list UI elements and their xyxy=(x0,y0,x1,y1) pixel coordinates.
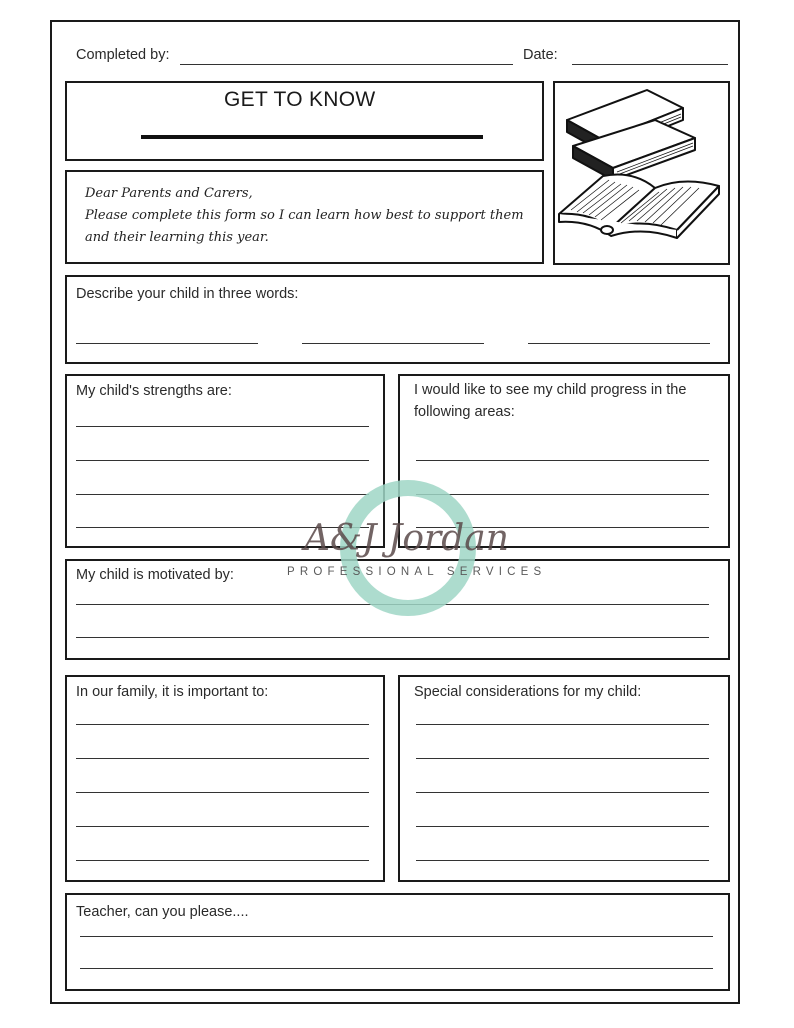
family-label: In our family, it is important to: xyxy=(76,684,269,700)
completed-by-label: Completed by: xyxy=(76,47,170,63)
strengths-line[interactable] xyxy=(76,494,369,495)
strengths-label: My child's strengths are: xyxy=(76,383,232,399)
special-line[interactable] xyxy=(416,792,709,793)
name-line[interactable] xyxy=(141,135,483,139)
word-2-field[interactable] xyxy=(302,343,484,344)
family-line[interactable] xyxy=(76,826,369,827)
word-1-field[interactable] xyxy=(76,343,258,344)
letter-line-2: Please complete this form so I can learn how best to support them xyxy=(85,208,524,223)
special-line[interactable] xyxy=(416,860,709,861)
watermark-tagline: PROFESSIONAL SERVICES xyxy=(287,566,547,578)
strengths-line[interactable] xyxy=(76,460,369,461)
word-3-field[interactable] xyxy=(528,343,710,344)
page-title: GET TO KNOW xyxy=(224,88,376,111)
completed-by-field[interactable] xyxy=(180,64,513,65)
teacher-label: Teacher, can you please.... xyxy=(76,904,249,920)
watermark-brand: A&J Jordan xyxy=(304,518,509,559)
special-line[interactable] xyxy=(416,826,709,827)
family-line[interactable] xyxy=(76,758,369,759)
family-box xyxy=(65,675,385,882)
special-line[interactable] xyxy=(416,724,709,725)
family-line[interactable] xyxy=(76,724,369,725)
progress-label-line2: following areas: xyxy=(414,404,515,420)
date-field[interactable] xyxy=(572,64,728,65)
books-illustration-icon xyxy=(555,84,728,262)
motivated-line[interactable] xyxy=(76,637,709,638)
date-label: Date: xyxy=(523,47,558,63)
strengths-line[interactable] xyxy=(76,426,369,427)
letter-line-1: Dear Parents and Carers, xyxy=(85,186,253,201)
family-line[interactable] xyxy=(76,860,369,861)
progress-line[interactable] xyxy=(416,460,709,461)
special-label: Special considerations for my child: xyxy=(414,684,642,700)
family-line[interactable] xyxy=(76,792,369,793)
teacher-line[interactable] xyxy=(80,968,713,969)
special-box xyxy=(398,675,730,882)
motivated-label: My child is motivated by: xyxy=(76,567,234,583)
teacher-line[interactable] xyxy=(80,936,713,937)
progress-label-line1: I would like to see my child progress in the xyxy=(414,382,687,398)
letter-line-3: and their learning this year. xyxy=(85,230,269,245)
special-line[interactable] xyxy=(416,758,709,759)
three-words-label: Describe your child in three words: xyxy=(76,286,299,302)
